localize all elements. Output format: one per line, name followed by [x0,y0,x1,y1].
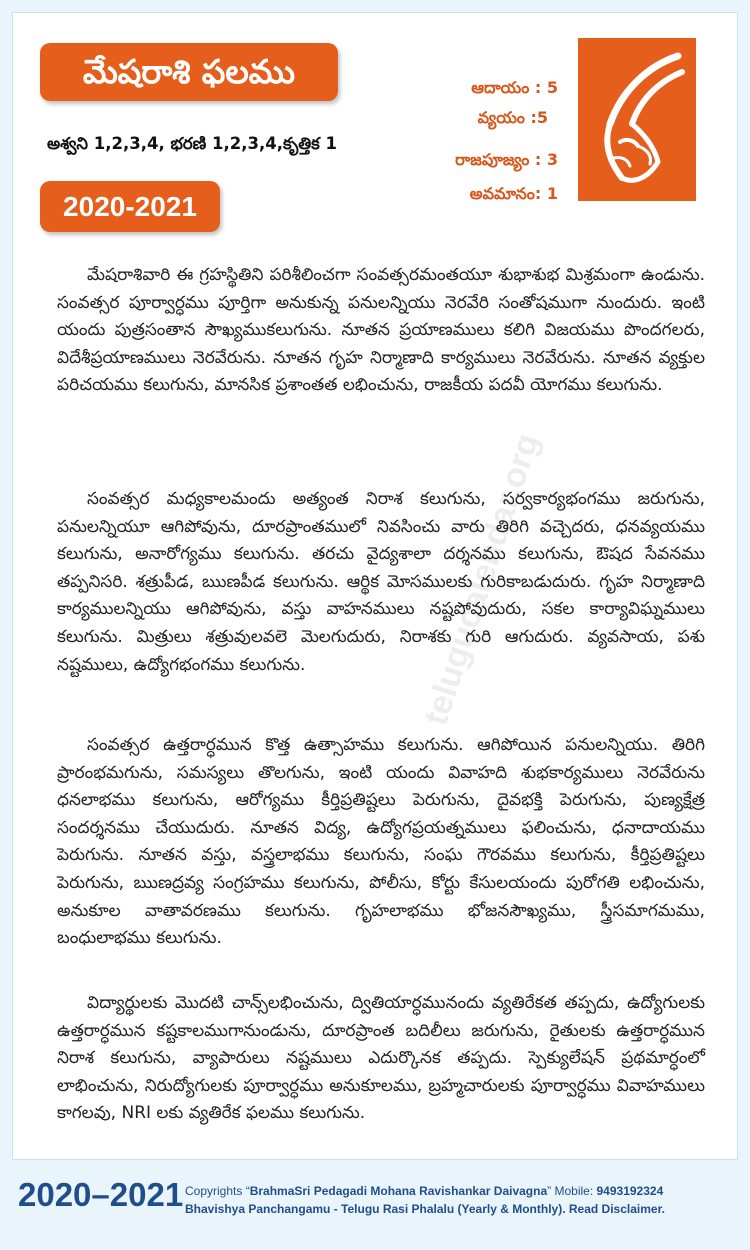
footer-line-1 [185,1182,665,1200]
footer [0,1162,750,1250]
mobile-number: 9493192324 [596,1184,664,1198]
year-badge: 2020-2021 [40,181,220,232]
paragraph-3: సంవత్సర ఉత్తరార్ధమున కొత్త ఉత్సాహము కలుగును. ఆగిపోయిన పనులన్నియు. తిరిగి ప్రారంభమగును, సమస్యలు తొలగును, ఇంటి యందు వివాహది శుభకార్యములు నెరవేరును ధనలాభము కలుగును, ఆరోగ్యము కీర్తిప్రతిష్టలు పెరుగును, దైవభక్తి పెరుగును, పుణ్యక్షేత్ర సందర్శనము చేయుదురు. నూతన విద్య, ఉద్యోగప్రయత్నములు ఫలించును, ధనాదాయము పెరుగును. నూతన వస్తు, వస్త్రలాభము కలుగును, సంఘ గౌరవము కలుగును, కీర్తిప్రతిష్టలు పెరుగును, ఋణద్రవ్య సంగ్రహము కలుగును, పోలీసు, కోర్టు కేసులయందు పురోగతి లభించును, అనుకూల వాతావరణము కలుగును. గృహలాభము భోజనసౌఖ్యము, స్త్రీసమాగమము, బంధులాభము కలుగును. [57,735,705,949]
mobile-label: ” Mobile: [547,1184,597,1198]
copyright-prefix: Copyrights “ [185,1184,250,1198]
paragraph-2: సంవత్సర మధ్యకాలమందు అత్యంత నిరాశ కలుగును, సర్వకార్యభంగము జరుగును, పనులన్నియూ ఆగిపోవును, దూరప్రాంతములో నివసించు వారు తిరిగి వచ్చెదరు, ధనవ్యయము కలుగును, అనారోగ్యము కలుగును. తరచు వైద్యశాలా దర్శనము కలుగును, ఔషద సేవనము తప్పనిసరి. శత్రుపీడ, ఋణపీడ కలుగును. ఆర్థిక మోసములకు గురికాబడుదురు. గృహ నిర్మాణాది కార్యములన్నియు ఆగిపోవును, వస్తు వాహనములు నష్టపోవుదురు, సకల కార్యావిఘ్నములు కలుగును. మిత్రులు శత్రువులవలె మెలగుదురు, నిరాశకు గురి ఆగుదురు. వ్యవసాయ, పశు నష్టములు, ఉద్యోగభంగము కలుగును. [57,489,705,675]
stat-aadayam: ఆదాయం : 5 [471,78,558,97]
stat-rajapujyam: రాజపూజ్యం : 3 [455,150,558,169]
paragraph-1: మేషరాశివారి ఈ గ్రహస్థితిని పరిశీలించగా సంవత్సరమంతయూ శుభాశుభ మిశ్రమంగా ఉండును. సంవత్సర పూర్వార్ధము పూర్తిగా అనుకున్న పనులన్నియు నెరవేరి సంతోషముగా నుందురు. ఇంటి యందు పుత్రసంతాన సౌఖ్యముకలుగును. నూతన ప్రయాణములు కలిగి విజయము పొందగలరు, విదేశీప్రయాణములు నెరవేరును. నూతన గృహ నిర్మాణాది కార్యములు నెరవేరును. నూతన వ్యక్తుల పరిచయము కలుగును, మానసిక ప్రశాంతత లభించును, రాజకీయ పదవీ యోగము కలుగును. [57,265,705,396]
footer-year: 2020–2021 [18,1176,184,1213]
publication-name: Bhavishya Panchangamu [185,1202,331,1216]
stat-vyayam: వ్యయం :5 [477,108,548,127]
page-title: మేషరాశి ఫలము [40,43,338,101]
publication-description: - Telugu Rasi Phalalu (Yearly & Monthly). Read Disclaimer. [330,1202,665,1216]
aries-logo [578,38,696,201]
author-name: BrahmaSri Pedagadi Mohana Ravishankar Daivagna [249,1184,548,1198]
watermark: telugucalendar.org [416,428,547,730]
stat-avamanam: అవమానం: 1 [469,184,558,203]
goat-head-icon [578,38,696,201]
footer-line-2 [185,1200,665,1218]
nakshatra-label: అశ్వని 1,2,3,4, భరణి 1,2,3,4,కృత్తిక 1 [47,134,337,153]
paragraph-4: విద్యార్థులకు మొదటి చాన్స్‌లభించును, ద్వితియార్ధమునందు వ్యతిరేకత తప్పదు, ఉద్యోగులకు ఉత్తరార్ధమున కష్టకాలముగానుండును, దూరప్రాంత బదిలీలు జరుగును, రైతులకు ఉత్తరార్ధమున నిరాశ కలుగును, వ్యాపారులు నష్టములు ఎదుర్కొనక తప్పదు. స్పెక్యులేషన్ ప్రథమార్ధంలో లాభించును, నిరుద్యోగులకు పూర్వార్ధము అనుకూలము, బ్రహ్మచారులకు పూర్వార్ధము వివాహములు కాగలవు, NRI లకు వ్యతిరేక ఫలము కలుగును. [57,993,705,1124]
footer-copyright [185,1182,665,1218]
